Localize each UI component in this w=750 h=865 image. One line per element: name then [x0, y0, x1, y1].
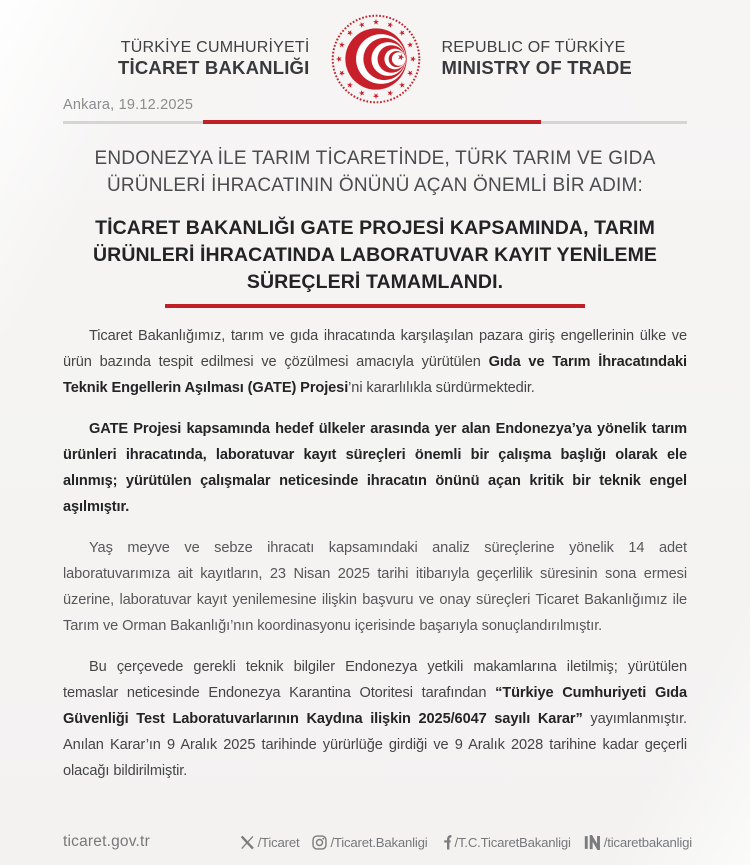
headline-kicker — [0, 145, 750, 199]
org-name-turkish — [118, 38, 309, 80]
social-links — [240, 834, 692, 850]
paragraph-karar-text: Bu çerçevede gerekli teknik bilgiler Endonezya yetkili makamlarına iletilmiş; yürütülen temaslar neticesinde Endonezya Karantina Otoritesi tarafından — [63, 659, 687, 701]
org-en-line2: MINISTRY OF TRADE — [441, 57, 632, 79]
karar-title: “Türkiye Cumhuriyeti Gıda Güvenliği Test Laboratuvarlarının Kaydına ilişkin 2025/6047 sayılı Karar” — [63, 685, 687, 727]
masthead — [0, 0, 750, 105]
header-divider — [63, 121, 687, 124]
x-icon — [240, 835, 255, 850]
gate-project-name: Gıda ve Tarım İhracatındaki Teknik Engellerin Aşılması (GATE) Projesi — [63, 354, 687, 396]
dateline: Ankara, 19.12.2025 — [63, 97, 194, 113]
org-name-english — [442, 38, 632, 80]
org-tr-line2: TİCARET BAKANLIĞI — [118, 57, 310, 79]
header-divider-accent — [203, 120, 541, 124]
social-handle: /T.C.TicaretBakanligi — [454, 834, 571, 850]
social-handle: /Ticaret.Bakanligi — [330, 834, 428, 850]
headline-title — [0, 215, 750, 296]
paragraph-intro-text: Ticaret Bakanlığımız, tarım ve gıda ihracatında karşılaşılan pazara giriş engellerinin ülke ve ürün bazında tespit edilmesi ve çözülmesi amacıyla yürütülen — [63, 328, 687, 370]
social-handle: /Ticaret — [257, 834, 300, 850]
paragraph-intro — [63, 323, 687, 401]
paragraph-gate-endonezya: GATE Projesi kapsamında hedef ülkeler arasında yer alan Endonezya’ya yönelik tarım ürünleri ihracatında, laboratuvar kayıt süreçleri önemli bir çalışma başlığı olarak ele alınmış; yürütülen çalışmalar neticesinde ihracatın önünü açan kritik bir teknik engel aşılmıştır. — [63, 421, 687, 515]
paragraph-karar — [63, 654, 687, 784]
kicker-line-1: ENDONEZYA İLE TARIM TİCARETİNDE, TÜRK TARIM VE GIDA — [94, 148, 656, 169]
org-tr-line1: TÜRKİYE CUMHURİYETİ — [120, 38, 310, 56]
paragraph-karar-tail: yayımlanmıştır. Anılan Karar’ın 9 Aralık 2025 tarihinde yürürlüğe girdiği ve 9 Aralık 2028 tarihine kadar geçerli olacağı bildirilmiştir. — [63, 711, 687, 779]
org-en-line1: REPUBLIC OF TÜRKİYE — [441, 38, 626, 56]
title-line-2: ÜRÜNLERİ İHRACATINDA LABORATUVAR KAYIT YENİLEME — [92, 244, 658, 266]
title-line-1: TİCARET BAKANLIĞI GATE PROJESİ KAPSAMINDA, TARIM — [95, 217, 655, 239]
social-link-instagram[interactable] — [312, 835, 427, 850]
ministry-of-trade-logo-icon — [330, 13, 422, 105]
kicker-line-2: ÜRÜNLERİ İHRACATININ ÖNÜNÜ AÇAN ÖNEMLİ BİR ADIM: — [106, 175, 644, 196]
social-link-nsosyal[interactable] — [584, 835, 692, 850]
press-release-body — [63, 323, 687, 784]
title-underline — [165, 304, 585, 308]
website-link[interactable]: ticaret.gov.tr — [63, 833, 150, 850]
social-handle: /ticaretbakanligi — [603, 834, 692, 850]
facebook-icon — [441, 834, 452, 850]
social-link-facebook[interactable] — [441, 834, 571, 850]
instagram-icon — [312, 835, 327, 850]
paragraph-intro-tail: ’ni kararlılıkla sürdürmektedir. — [348, 380, 535, 396]
social-link-x[interactable] — [240, 835, 300, 850]
paragraph-lab-kayit: Yaş meyve ve sebze ihracatı kapsamındaki analiz süreçlerine yönelik 14 adet laboratuvarımıza ait kayıtların, 23 Nisan 2025 tarihi itibarıyla geçerlilik süresinin sona ermesi üzerine, laboratuvar kayıt yenilemesine ilişkin başvuru ve onay süreçleri Ticaret Bakanlığımız ile Tarım ve Orman Bakanlığı’nın koordinasyonu içerisinde başarıyla sonuçlandırılmıştır. — [63, 540, 687, 634]
nsosyal-icon — [584, 835, 601, 850]
footer — [63, 833, 692, 851]
title-line-3: SÜREÇLERİ TAMAMLANDI. — [246, 271, 504, 293]
